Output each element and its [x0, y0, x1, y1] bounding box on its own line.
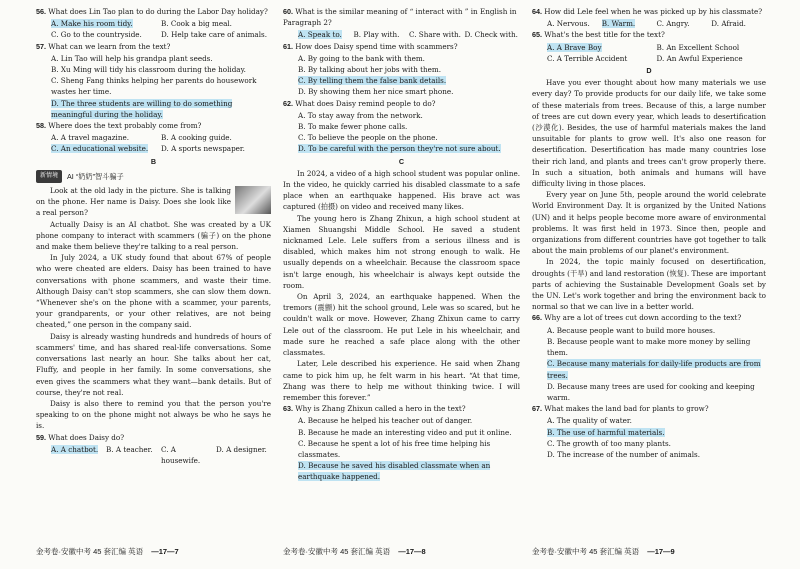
answer-option[interactable]: A. Lin Tao will help his grandpa plant seeds. [51, 53, 213, 63]
answer-option[interactable]: A. Nervous. [547, 19, 590, 29]
question-stem: What does Lin Tao plan to do during the Labor Day holiday? [48, 7, 268, 16]
section-b-heading: B [150, 156, 157, 166]
answer-option[interactable]: D. Help take care of animals. [161, 30, 267, 40]
passage-paragraph: In July 2024, a UK study found that about 67% of people who were cheated are elders. Daisy has been trained to have conversations with phone scammers, and waste their time. Although Daisy can't stop scammers, she can slow them down. “Whenever she's on the phone with a scammer, your parents, your grandparents, or your other relatives, are not being cheated,” one person in the company said. [36, 253, 271, 330]
answer-option[interactable]: B. To make fewer phone calls. [298, 122, 408, 132]
question-stem: Why is Zhang Zhixun called a hero in the text? [295, 404, 466, 414]
answer-option[interactable]: B. Xu Ming will tidy his classroom during the holiday. [51, 65, 246, 75]
answer-option[interactable]: A. By going to the bank with them. [298, 53, 425, 63]
passage-paragraph: Later, Lele described his experience. He said when Zhang came to pick him up, he felt warm in his heart. “At that time, Zhang was there to help me without thinking twice. I will remember this forever.” [283, 359, 520, 402]
answer-option[interactable]: C. A Terrible Accident [547, 53, 628, 63]
answer-option[interactable]: C. Go to the countryside. [51, 30, 142, 40]
answer-option[interactable]: B. The use of harmful materials. [547, 427, 665, 437]
subject-label: 英语 [128, 547, 144, 556]
question-stem: How did Lele feel when he was picked up by his classmate? [544, 7, 763, 16]
passage-paragraph: Actually Daisy is an AI chatbot. She was created by a UK phone company to interact with scammers (骗子) on the phone and make them believe they're talking to a real person. [36, 219, 271, 252]
answer-option[interactable]: B. Play with. [353, 30, 400, 40]
question-stem: What makes the land bad for plants to grow? [544, 404, 709, 414]
answer-option[interactable]: D. The increase of the number of animals. [547, 449, 701, 459]
passage-paragraph: The young hero is Zhang Zhixun, a high school student at Xiamen Shuangshi Middle School. He saved a student nicknamed Lele. Lele suffers from a serious illness and is disabled, which makes him not strong enough to walk. He usually depends on a wheelchair. Because the classroom space isn't large enough, his wheelchair is always kept outside the room. [283, 213, 520, 290]
section-badge [36, 170, 271, 183]
column-middle [283, 6, 520, 483]
question-stem: Why are a lot of trees cut down according to the text? [544, 313, 742, 323]
answer-option[interactable]: C. Share with. [409, 30, 461, 40]
subject-label: 英语 [375, 547, 391, 556]
answer-option[interactable]: C. Because many materials for daily-life products are from trees. [547, 359, 761, 380]
question-62: 62. What does Daisy remind people to do? A. To stay away from the network. B. To make fewer phone calls. C. To believe the people on the phone. D. To be careful with the person they're not sure about. [283, 98, 520, 155]
passage-paragraph: Daisy is also there to remind you that the person you're speaking to on the phone might not always be who he says he is. [36, 398, 271, 431]
answer-option[interactable]: B. A teacher. [106, 444, 153, 454]
answer-option[interactable]: A. A Brave Boy [547, 42, 602, 52]
passage-title: AI “奶奶”智斗骗子 [67, 171, 124, 181]
answer-option[interactable]: A. Make his room tidy. [51, 19, 133, 29]
question-stem: What does Daisy do? [48, 432, 125, 442]
passage-paragraph: In 2024, a video of a high school student was popular online. In the video, he quickly carried his disabled classmate to a safe place when an earthquake happened. His brave act was captured (拍摄) on video and received many likes. [283, 168, 520, 212]
answer-option[interactable]: B. Warm. [601, 19, 636, 29]
answer-option[interactable]: D. Check with. [464, 30, 518, 40]
passage-paragraph: Every year on June 5th, people around the world celebrate World Environment Day. It is organized by the United Nations (UN) and it helps people become more aware of environmental problems. It was first held in 1973. Since then, people and organizations from different countries have got together to talk about the main problems of our planet's environment. [532, 190, 766, 256]
answer-option[interactable]: C. The growth of too many plants. [547, 438, 671, 448]
page-footer-middle [283, 546, 426, 557]
question-59: 59. What does Daisy do? A. A chatbot. B. A teacher. C. A housewife. D. A designer. [36, 432, 271, 467]
answer-option[interactable]: A. To stay away from the network. [298, 110, 423, 120]
answer-option[interactable]: B. Cook a big meal. [161, 19, 232, 29]
answer-option[interactable]: D. By showing them her nice smart phone. [298, 87, 454, 97]
answer-option[interactable]: B. An Excellent School [656, 42, 740, 52]
question-61: 61. How does Daisy spend time with scammers? A. By going to the bank with them. B. By talking about her jobs with them. C. By telling them the false bank details. D. By showing them her nice smart phone. [283, 41, 520, 98]
answer-option[interactable]: C. To believe the people on the phone. [298, 133, 438, 143]
answer-option[interactable]: D. A designer. [216, 444, 267, 454]
question-stem: What is the similar meaning of “ interact with ” in English in Paragraph 2? [283, 7, 517, 28]
answer-option[interactable]: A. Because he helped his teacher out of danger. [298, 416, 473, 426]
answer-option[interactable]: D. Because many trees are used for cooking and keeping warm. [547, 381, 755, 402]
series-title: 金考卷·安徽中考 45 套汇编 [283, 547, 374, 556]
passage-paragraph: Daisy is already wasting hundreds and hundreds of hours of scammers' time, and has shared real-life conversations. Some conversations last nearly an hour. She talks about her cat, Fluffy, and people in her family. In some conversations, she even gives the scammers what they want—bank details. But of course, they're not real. [36, 331, 271, 397]
passage-paragraph: On April 3, 2024, an earthquake happened. When the tremors (震颤) hit the school ground, Lele was so scared, but he couldn't walk or move. However, Zhang Zhixun came to carry Lele out of the classroom. He put Lele in his wheelchair, and made sure he reached a safe place along with the other classmates. [283, 292, 520, 358]
answer-option[interactable]: C. An educational website. [51, 144, 149, 154]
passage-paragraph: In 2024, the topic mainly focused on desertification, droughts (干旱) and land restoration (恢复). These are important parts of achieving the Sustainable Development Goals set by the UN. Let's work together and bring the environment back to normal so that we can live in a better world. [532, 257, 766, 312]
answer-option[interactable]: D. A sports newspaper. [161, 144, 245, 154]
question-64: 64. How did Lele feel when he was picked up by his classmate? A. Nervous. B. Warm. C. Angry. D. Afraid. [532, 6, 766, 29]
answer-option[interactable]: C. Angry. [656, 19, 690, 29]
old-lady-photo [235, 186, 271, 214]
answer-option[interactable]: C. Because he spent a lot of his free time helping his classmates. [298, 438, 491, 459]
answer-option[interactable]: D. To be careful with the person they're not sure about. [298, 144, 501, 154]
question-56: 56. What does Lin Tao plan to do during the Labor Day holiday? A. Make his room tidy. B. Cook a big meal. C. Go to the countryside. D. Help take care of animals. [36, 6, 271, 41]
column-right [532, 6, 766, 460]
page-number: —17—7 [151, 547, 179, 556]
new-context-tag: 新情境 [36, 170, 62, 183]
answer-option[interactable]: D. Because he saved his disabled classmate when an earthquake happened. [298, 461, 491, 482]
passage-paragraph: Look at the old lady in the picture. She is talking on the phone. Her name is Daisy. Does she look like a real person? [36, 186, 231, 218]
answer-option[interactable]: A. A travel magazine. [51, 133, 129, 143]
answer-option[interactable]: D. An Awful Experience [656, 53, 743, 63]
answer-option[interactable]: A. A chatbot. [51, 444, 99, 454]
question-60: 60. What is the similar meaning of “ interact with ” in English in Paragraph 2? A. Speak to. B. Play with. C. Share with. D. Check with. [283, 6, 520, 41]
question-67: 67. What makes the land bad for plants to grow? A. The quality of water. B. The use of harmful materials. C. The growth of too many plants. D. The increase of the number of animals. [532, 403, 766, 460]
answer-option[interactable]: A. The quality of water. [547, 416, 632, 426]
page-footer-right [532, 546, 675, 557]
question-stem: What's the best title for the text? [544, 30, 665, 40]
answer-option[interactable]: A. Because people want to build more houses. [547, 325, 716, 335]
answer-option[interactable]: D. Afraid. [711, 19, 746, 29]
subject-label: 英语 [624, 547, 640, 556]
series-title: 金考卷·安徽中考 45 套汇编 [36, 547, 127, 556]
answer-option[interactable]: B. A cooking guide. [161, 133, 232, 143]
question-stem: What does Daisy remind people to do? [295, 98, 436, 108]
question-stem: What can we learn from the text? [48, 41, 171, 51]
page-number: —17—8 [398, 547, 426, 556]
question-stem: How does Daisy spend time with scammers? [295, 41, 458, 51]
question-66: 66. Why are a lot of trees cut down according to the text? A. Because people want to build more houses. B. Because people want to make more money by selling them. C. Because many materials for daily-life products are from trees. D. Because many trees are used for cooking and keeping warm. [532, 312, 766, 403]
question-63: 63. Why is Zhang Zhixun called a hero in the text? A. Because he helped his teacher out of danger. B. Because he made an interesting video and put it online. C. Because he spent a lot of his free time helping his classmates. D. Because he saved his disabled classmate when an earthquake happened. [283, 403, 520, 482]
answer-option[interactable]: B. By talking about her jobs with them. [298, 65, 441, 75]
answer-option[interactable]: B. Because he made an interesting video and put it online. [298, 427, 512, 437]
answer-option[interactable]: C. Sheng Fang thinks helping her parents do housework wastes her time. [51, 76, 257, 97]
column-left [36, 6, 271, 466]
answer-option[interactable]: C. By telling them the false bank details. [298, 76, 447, 86]
answer-option[interactable]: A. Speak to. [298, 30, 342, 40]
section-c-heading: C [398, 156, 405, 166]
answer-option[interactable]: C. A housewife. [161, 444, 201, 465]
page-footer-left [36, 546, 179, 557]
section-d-heading: D [646, 66, 652, 76]
series-title: 金考卷·安徽中考 45 套汇编 [532, 547, 623, 556]
question-57: 57. What can we learn from the text? A. Lin Tao will help his grandpa plant seeds. B. Xu Ming will tidy his classroom during the holiday. C. Sheng Fang thinks helping her parents do housework wastes her time. D. The three students are willing to do something meaningful during the holiday. [36, 41, 271, 120]
answer-option[interactable]: D. The three students are willing to do something meaningful during the holiday. [51, 98, 233, 119]
page-number: —17—9 [647, 547, 675, 556]
answer-option[interactable]: B. Because people want to make more money by selling them. [547, 336, 751, 358]
passage-paragraph: Have you ever thought about how many materials we use every day? To provide products for our daily life, we take some of these materials from trees. Because of this, a large number of trees are cut down every year, which leads to desertification (沙漠化). Besides, the use of harmful materials makes the land unsuitable for plants to grow well. It's also one reason for desertification. Desertification has made many countries lose their rich land, and plants and trees can't grow properly there. In such a situation, both animals and humans will have difficulty living in those places. [532, 78, 766, 189]
question-65: 65. What's the best title for the text? A. A Brave Boy B. An Excellent School C. A Terrible Accident D. An Awful Experience [532, 29, 766, 64]
question-stem: Where does the text probably come from? [48, 121, 202, 131]
question-58: 58. Where does the text probably come from? A. A travel magazine. B. A cooking guide. C. An educational website. D. A sports newspaper. [36, 120, 271, 155]
